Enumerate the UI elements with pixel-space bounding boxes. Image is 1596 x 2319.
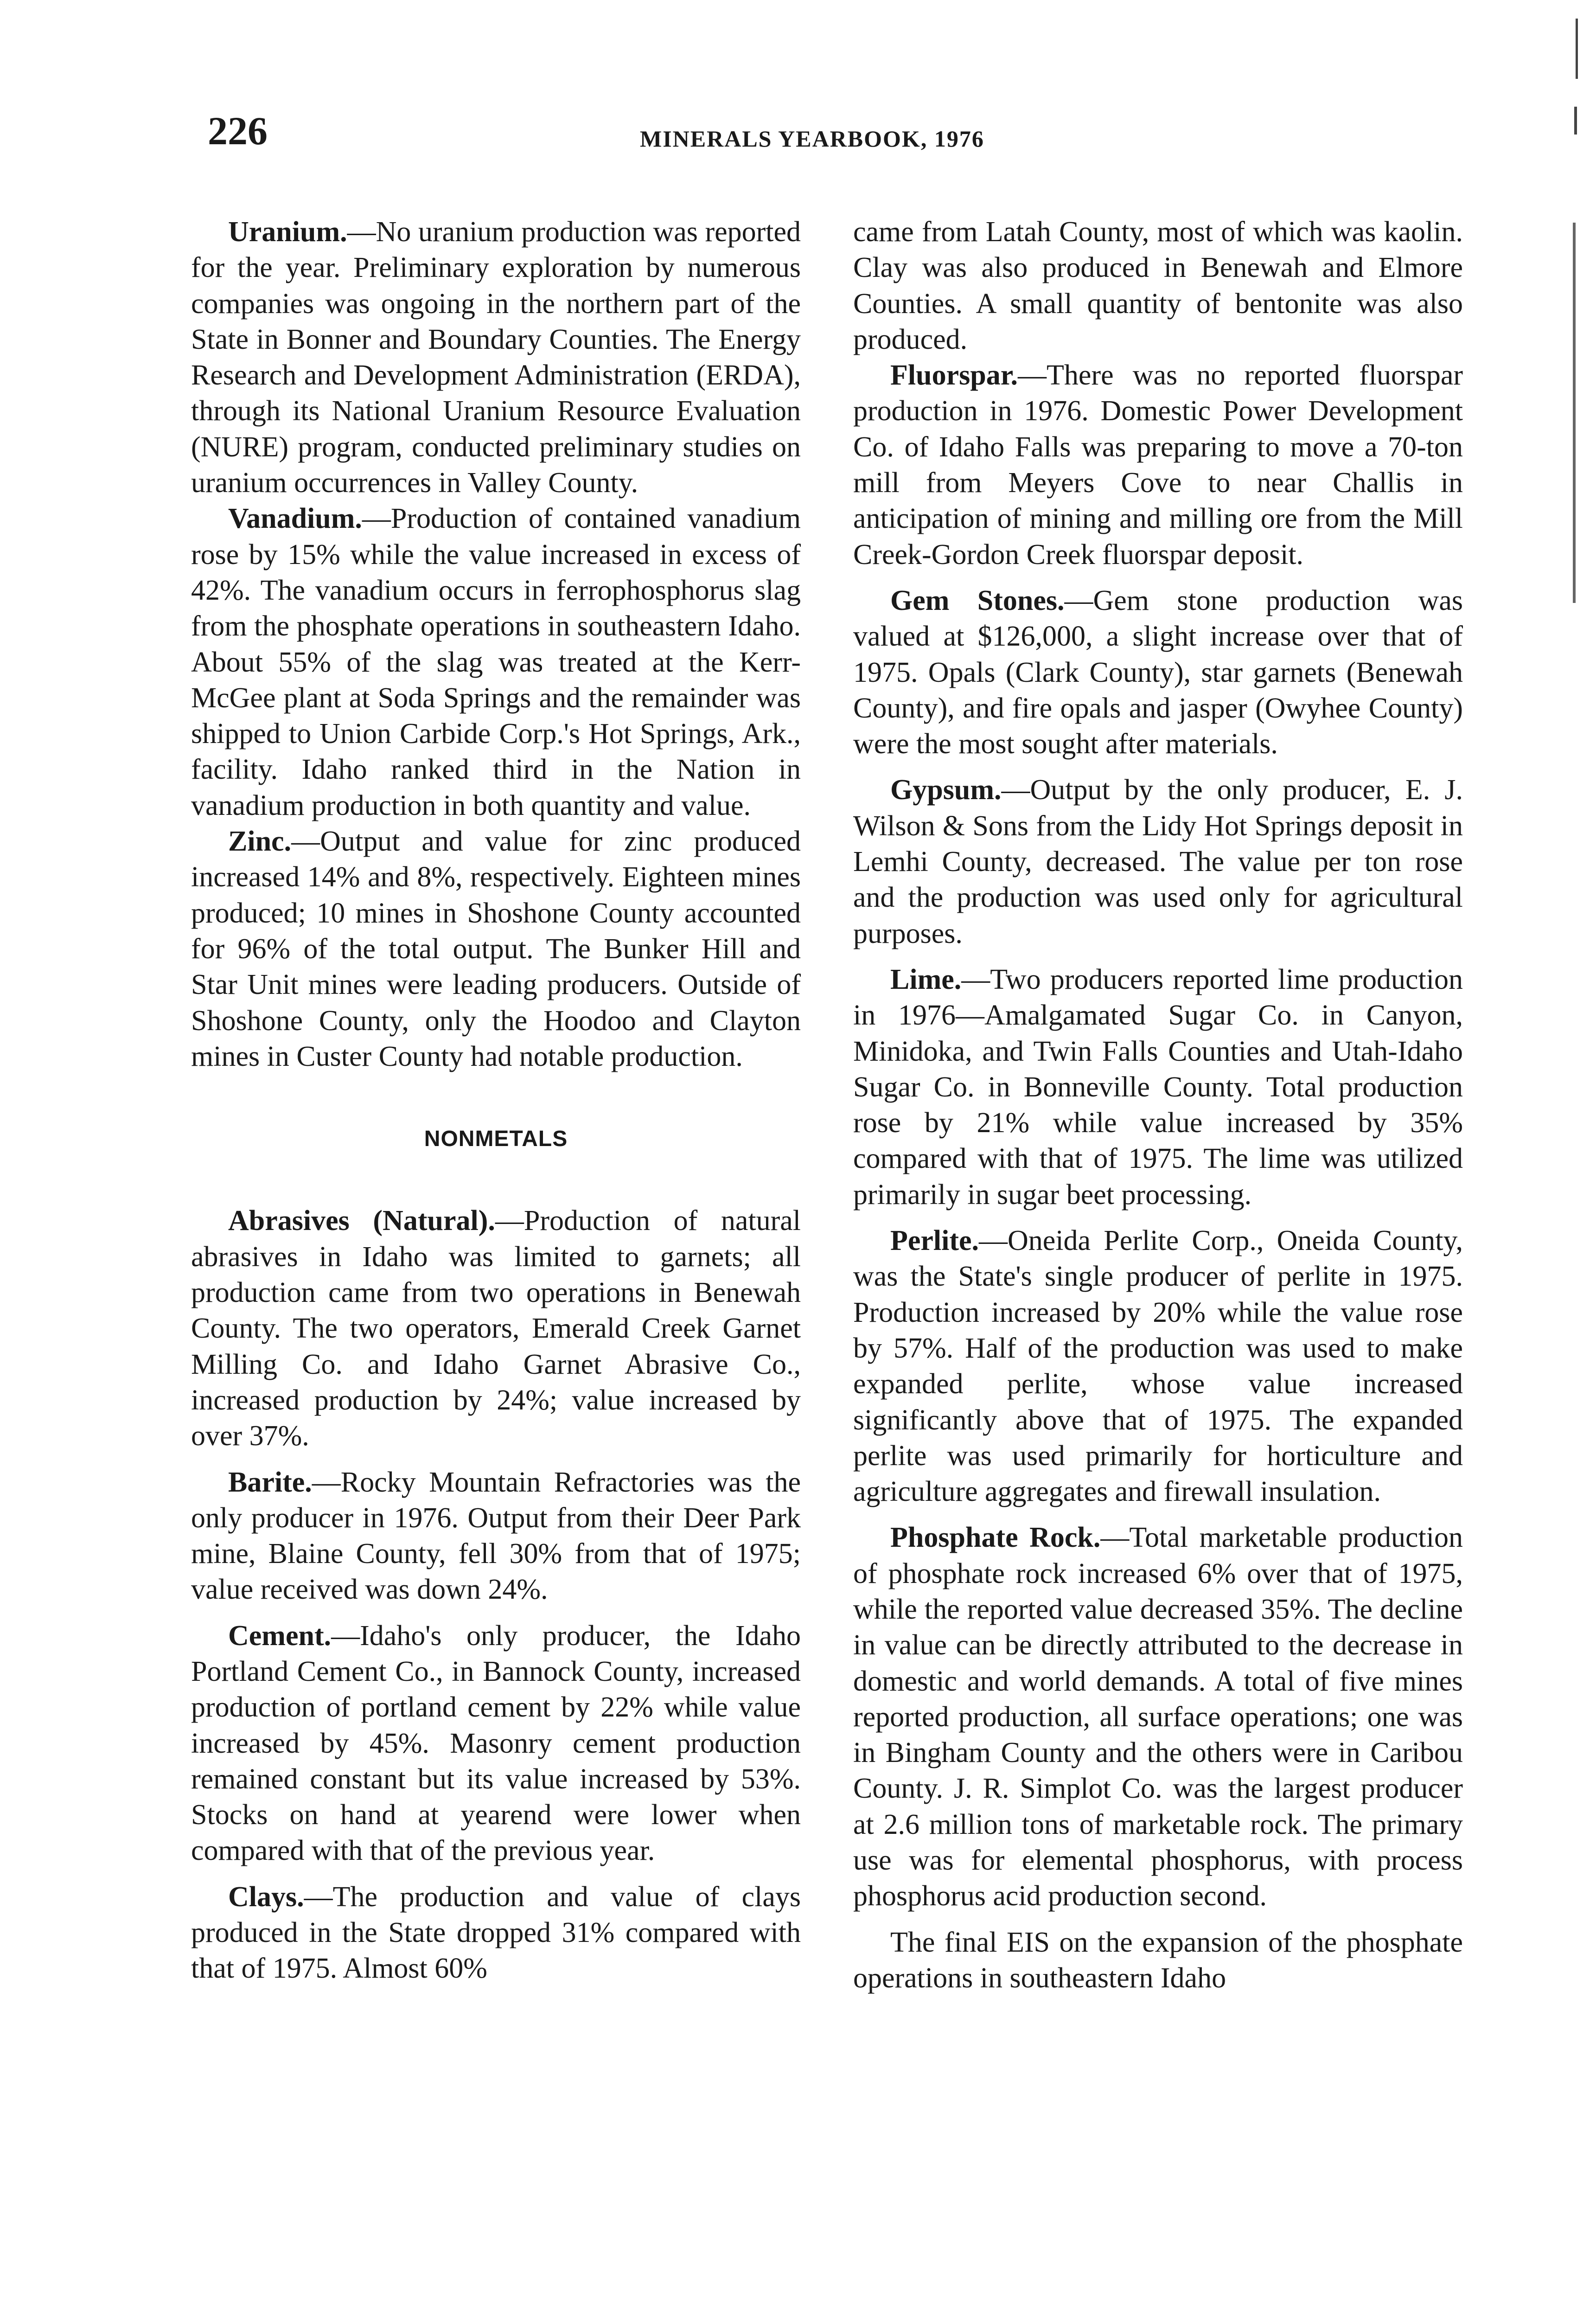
paragraph-barite bbox=[191, 1465, 801, 1608]
run-in-heading: Barite. bbox=[228, 1466, 312, 1498]
paragraph-zinc bbox=[191, 824, 801, 1075]
run-in-heading: Clays. bbox=[228, 1881, 304, 1913]
paragraph-clays bbox=[191, 1879, 801, 1987]
scan-edge-mark bbox=[1573, 223, 1576, 603]
paragraph-text: —Gem stone production was valued at $126,000, a slight increase over that of 1975. Opals (Clark County), star garnets (Benewah County), and fire opals and jasper (Owyhee County) were the most sought after materials. bbox=[853, 584, 1463, 760]
paragraph-text: —Output and value for zinc produced increased 14% and 8%, respectively. Eighteen mines produced; 10 mines in Shoshone County accounted for 96% of the total output. The Bunker Hill and Star Unit mines were leading producers. Outside of Shoshone County, only the Hoodoo and Clayton mines in Custer County had notable production. bbox=[191, 826, 801, 1072]
paragraph-text: —Oneida Perlite Corp., Oneida County, was the State's single producer of perlite in 1975. Production increased by 20% while the value rose by 57%. Half of the production was used to make expanded perlite, whose value increased significantly above that of 1975. The expanded perlite was used primarily for horticulture and agriculture aggregates and firewall insulation. bbox=[853, 1225, 1463, 1508]
run-in-heading: Uranium. bbox=[228, 216, 347, 248]
run-in-heading: Fluorspar. bbox=[890, 359, 1018, 391]
run-in-heading: Cement. bbox=[228, 1620, 332, 1652]
run-in-heading: Abrasives (Natural). bbox=[228, 1205, 495, 1237]
paragraph-fluorspar bbox=[853, 358, 1463, 573]
paragraph-text: —Total marketable production of phosphate rock increased 6% over that of 1975, while the reported value decreased 35%. The decline in value can be directly attributed to the decrease in domestic and world demands. A total of five mines reported production, all surface operations; one was in Bingham County and the others were in Caribou County. J. R. Simplot Co. was the largest producer at 2.6 million tons of marketable rock. The primary use was for elemental phosphorus, with process phosphorus acid production second. bbox=[853, 1522, 1463, 1912]
right-column bbox=[853, 214, 1463, 1996]
paragraph-gem-stones bbox=[853, 583, 1463, 762]
paragraph-phosphate-rock bbox=[853, 1520, 1463, 1914]
paragraph-text: —The production and value of clays produced in the State dropped 31% compared with that of 1975. Almost 60% bbox=[191, 1881, 801, 1985]
paragraph-text: —Idaho's only producer, the Idaho Portland Cement Co., in Bannock County, increased production of portland cement by 22% while value increased by 45%. Masonry cement production remained constant but its value increased by 53%. Stocks on hand at yearend were lower when compared with that of the previous year. bbox=[191, 1620, 801, 1867]
paragraph-text: —Production of natural abrasives in Idaho was limited to garnets; all production came from two operations in Benewah County. The two operators, Emerald Creek Garnet Milling Co. and Idaho Garnet Abrasive Co., increased production by 24%; value increased by over 37%. bbox=[191, 1205, 801, 1452]
run-in-heading: Vanadium. bbox=[228, 503, 362, 535]
paragraph-abrasives bbox=[191, 1203, 801, 1454]
paragraph-vanadium bbox=[191, 501, 801, 824]
scan-edge-mark bbox=[1574, 107, 1577, 135]
section-heading-nonmetals: NONMETALS bbox=[424, 1127, 568, 1152]
run-in-heading: Lime. bbox=[890, 963, 962, 995]
left-column bbox=[191, 214, 801, 1987]
scan-edge-mark bbox=[1576, 19, 1578, 79]
paragraph-text: —No uranium production was reported for the year. Preliminary exploration by numerous companies was ongoing in the northern part of the State in Bonner and Boundary Counties. The Energy Research and Development Administration (ERDA), through its National Uranium Resource Evaluation (NURE) program, conducted preliminary studies on uranium occurrences in Valley County. bbox=[191, 216, 801, 499]
paragraph-text: —Output by the only producer, E. J. Wilson & Sons from the Lidy Hot Springs deposit in Lemhi County, decreased. The value per ton rose and the production was used only for agricultural purposes. bbox=[853, 774, 1463, 949]
run-in-heading: Perlite. bbox=[890, 1225, 979, 1257]
paragraph-text: —Production of contained vanadium rose by 15% while the value increased in excess of 42%. The vanadium occurs in ferrophosphorus slag from the phosphate operations in southeastern Idaho. About 55% of the slag was treated at the Kerr-McGee plant at Soda Springs and the remainder was shipped to Union Carbide Corp.'s Hot Springs, Ark., facility. Idaho ranked third in the Nation in vanadium production in both quantity and value. bbox=[191, 503, 801, 821]
paragraph-eis bbox=[853, 1925, 1463, 1997]
run-in-heading: Gypsum. bbox=[890, 774, 1002, 806]
run-in-heading: Gem Stones. bbox=[890, 584, 1065, 616]
paragraph-gypsum bbox=[853, 772, 1463, 951]
paragraph-text: —Two producers reported lime production in 1976—Amalgamated Sugar Co. in Canyon, Minidoka, and Twin Falls Counties and Utah-Idaho Sugar Co. in Bonneville County. Total production rose by 21% while value increased by 35% compared with that of 1975. The lime was utilized primarily in sugar beet processing. bbox=[853, 963, 1463, 1211]
paragraph-clays-continued: came from Latah County, most of which was kaolin. Clay was also produced in Benewah and Elmore Counties. A small quantity of bentonite was also produced. bbox=[853, 216, 1463, 355]
running-title: MINERALS YEARBOOK, 1976 bbox=[640, 126, 984, 152]
run-in-heading: Zinc. bbox=[228, 826, 292, 858]
paragraph-text: The final EIS on the expansion of the phosphate operations in southeastern Idaho bbox=[853, 1926, 1463, 1994]
paragraph-text: —There was no reported fluorspar production in 1976. Domestic Power Development Co. of Idaho Falls was preparing to move a 70-ton mill from Meyers Cove to near Challis in anticipation of mining and milling ore from the Mill Creek-Gordon Creek fluorspar deposit. bbox=[853, 359, 1463, 570]
paragraph-perlite bbox=[853, 1223, 1463, 1510]
run-in-heading: Phosphate Rock. bbox=[890, 1522, 1101, 1554]
paragraph-cement bbox=[191, 1618, 801, 1869]
paragraph-text: —Rocky Mountain Refractories was the only producer in 1976. Output from their Deer Park mine, Blaine County, fell 30% from that of 1975; value received was down 24%. bbox=[191, 1466, 801, 1606]
paragraph-uranium bbox=[191, 214, 801, 501]
paragraph-lime bbox=[853, 962, 1463, 1213]
page-number: 226 bbox=[208, 109, 268, 153]
